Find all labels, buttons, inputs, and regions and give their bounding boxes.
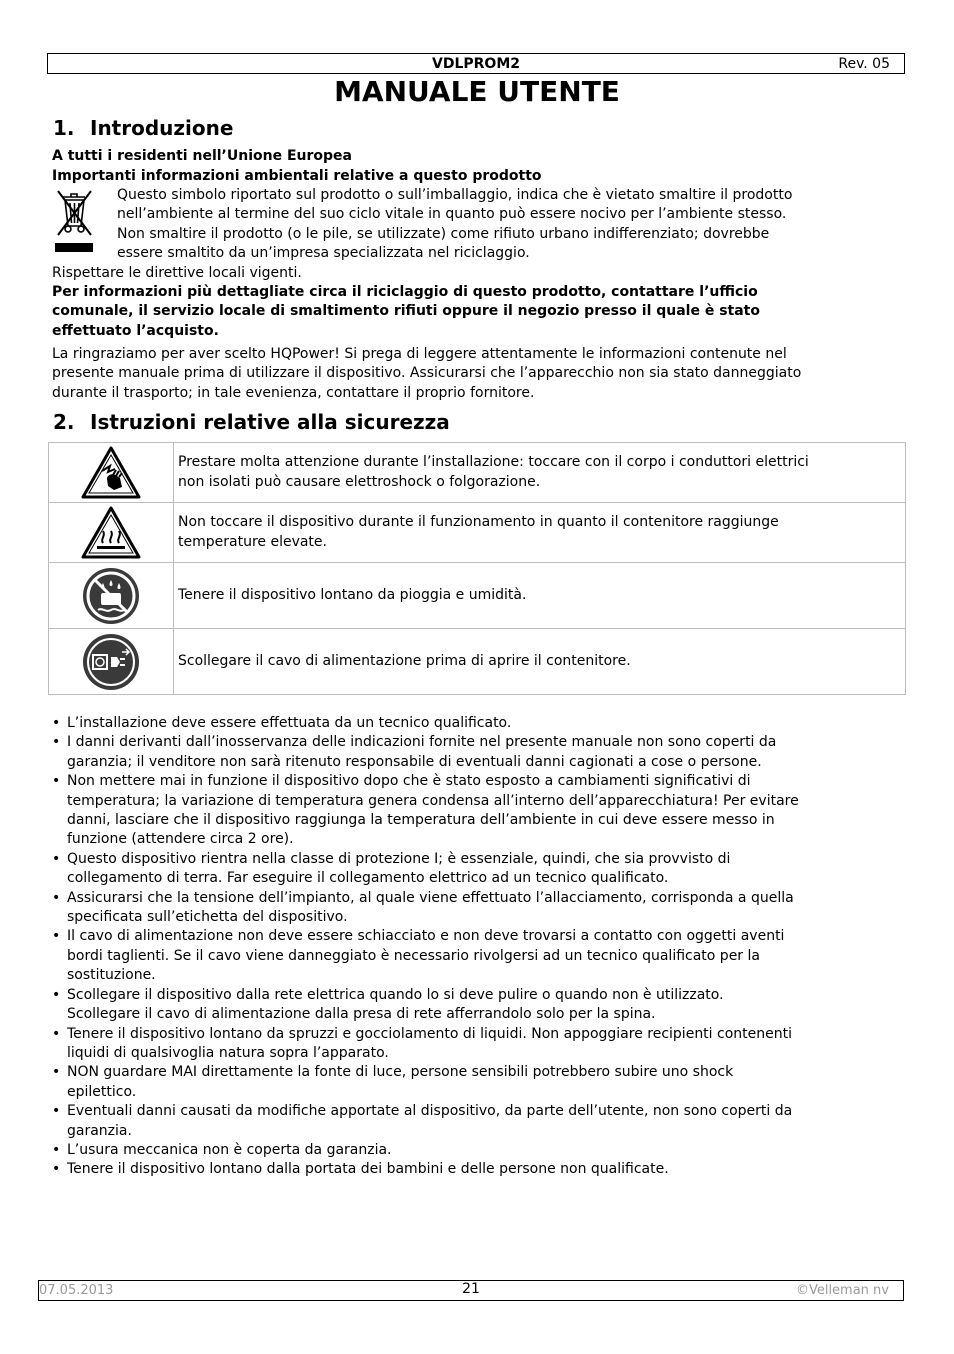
list-item-line: • Assicurarsi che la tensione dell’impianto, al quale viene effettuato l’allacciamento, corrisponda a quella xyxy=(67,889,794,906)
page-header xyxy=(47,53,905,74)
instruction-line: temperature elevate. xyxy=(178,533,327,550)
document-title: MANUALE UTENTE xyxy=(334,75,620,108)
section-2-title: Istruzioni relative alla sicurezza xyxy=(90,410,450,434)
thanks-line: durante il trasporto; in tale evenienza, contattare il proprio fornitore. xyxy=(52,384,535,401)
list-item-line: • NON guardare MAI direttamente la fonte di luce, persone sensibili potrebbero subire uno shock xyxy=(67,1064,734,1081)
list-item-line: • L’usura meccanica non è coperta da garanzia. xyxy=(67,1141,392,1158)
list-item-line: collegamento di terra. Far eseguire il collegamento elettrico ad un tecnico qualificato. xyxy=(67,870,669,887)
section-1-title: Introduzione xyxy=(90,116,234,140)
list-item-line: garanzia; il venditore non sarà ritenuto responsabile di eventuali danni cagionati a cose o persone. xyxy=(67,753,762,770)
recycling-info-line: effettuato l’acquisto. xyxy=(52,322,219,339)
crossed-out-bin-icon xyxy=(53,188,95,254)
instruction-line: Scollegare il cavo di alimentazione prima di aprire il contenitore. xyxy=(178,652,631,669)
list-item xyxy=(52,714,912,733)
list-item-line: danni, lasciare che il dispositivo raggiunga la temperatura dell’ambiente in cui deve essere messo in xyxy=(67,812,775,829)
instruction-line: Tenere il dispositivo lontano da pioggia e umidità. xyxy=(178,586,527,603)
section-2-heading xyxy=(53,409,450,435)
page-number: 21 xyxy=(462,1281,480,1297)
recycling-info xyxy=(52,283,760,341)
local-rules-text: Rispettare le direttive locali vigenti. xyxy=(52,265,302,281)
weee-line: essere smaltito da un’impresa specializzata nel riciclaggio. xyxy=(117,245,530,262)
safety-table xyxy=(48,442,906,695)
list-item xyxy=(52,1141,912,1160)
recycling-info-line: comunale, il servizio locale di smaltimento rifiuti oppure il negozio presso il quale è stato xyxy=(52,303,760,320)
instruction-line: Non toccare il dispositivo durante il funzionamento in quanto il contenitore raggiunge xyxy=(178,514,779,531)
thanks-paragraph xyxy=(52,345,801,403)
safety-bullet-list xyxy=(52,714,912,1180)
revision: Rev. 05 xyxy=(838,56,890,72)
eu-residents-heading: A tutti i residenti nell’Unione Europea xyxy=(52,148,352,164)
list-item-line: • Questo dispositivo rientra nella classe di protezione I; è essenziale, quindi, che sia provvisto di xyxy=(67,850,731,867)
list-item-line: • Tenere il dispositivo lontano da spruzzi e gocciolamento di liquidi. Non appoggiare recipienti contenenti xyxy=(67,1025,792,1042)
list-item-line: Scollegare il cavo di alimentazione dalla presa di rete afferrandolo solo per la spina. xyxy=(67,1006,656,1023)
list-item xyxy=(52,733,912,772)
recycling-info-line: Per informazioni più dettagliate circa il riciclaggio di questo prodotto, contattare l’ufficio xyxy=(52,284,758,300)
weee-line: Questo simbolo riportato sul prodotto o sull’imballaggio, indica che è vietato smaltire il prodotto xyxy=(117,187,793,203)
list-item xyxy=(52,889,912,928)
page-footer xyxy=(38,1280,904,1301)
icon-cell xyxy=(49,503,174,563)
model-number: VDLPROM2 xyxy=(432,56,520,72)
keep-dry-icon xyxy=(81,566,141,626)
footer-date: 07.05.2013 xyxy=(39,1283,114,1298)
instruction-cell xyxy=(174,503,906,563)
list-item-line: • Il cavo di alimentazione non deve essere schiacciato e non deve trovarsi a contatto con oggetti aventi xyxy=(67,928,785,945)
instruction-cell xyxy=(174,563,906,629)
list-item-line: funzione (attendere circa 2 ore). xyxy=(67,831,294,848)
list-item xyxy=(52,772,912,850)
hot-surface-warning-icon xyxy=(80,505,142,561)
thanks-line: La ringraziamo per aver scelto HQPower! Si prega di leggere attentamente le informazioni contenute nel xyxy=(52,346,787,362)
list-item-line: • Eventuali danni causati da modifiche apportate al dispositivo, da parte dell’utente, non sono coperti da xyxy=(67,1103,793,1120)
icon-cell xyxy=(49,629,174,695)
weee-explanation xyxy=(117,186,907,264)
list-item-line: bordi taglienti. Se il cavo viene danneggiato è necessario rivolgersi ad un tecnico qualificato per la xyxy=(67,947,760,964)
table-row xyxy=(49,443,906,503)
list-item-line: garanzia. xyxy=(67,1122,132,1139)
list-item xyxy=(52,1160,912,1179)
list-item-line: • Scollegare il dispositivo dalla rete elettrica quando lo si deve pulire o quando non è utilizzato. xyxy=(67,986,724,1003)
list-item xyxy=(52,986,912,1025)
list-item-line: specificata sull’etichetta del dispositivo. xyxy=(67,909,348,926)
section-1-number: 1. xyxy=(53,116,75,140)
icon-cell xyxy=(49,563,174,629)
weee-line: nell’ambiente al termine del suo ciclo vitale in quanto può essere nocivo per l’ambiente stesso. xyxy=(117,206,787,223)
list-item xyxy=(52,1025,912,1064)
list-item-line: temperatura; la variazione di temperatura genera condensa all’interno dell’apparecchiatura! Per evitare xyxy=(67,792,799,809)
list-item-line: epilettico. xyxy=(67,1083,137,1100)
list-item xyxy=(52,850,912,889)
icon-cell xyxy=(49,443,174,503)
thanks-line: presente manuale prima di utilizzare il dispositivo. Assicurarsi che l’apparecchio non sia stato danneggiato xyxy=(52,365,802,382)
list-item-line: sostituzione. xyxy=(67,967,156,984)
table-row xyxy=(49,503,906,563)
list-item xyxy=(52,1063,912,1102)
list-item xyxy=(52,927,912,985)
section-1-heading xyxy=(53,115,233,141)
environment-info-heading: Importanti informazioni ambientali relative a questo prodotto xyxy=(52,168,542,184)
weee-line: Non smaltire il prodotto (o le pile, se utilizzate) come rifiuto urbano indifferenziato; dovrebbe xyxy=(117,225,770,242)
instruction-line: non isolati può causare elettroshock o folgorazione. xyxy=(178,473,541,490)
list-item-line: • L’installazione deve essere effettuata da un tecnico qualificato. xyxy=(67,715,512,731)
list-item-line: liquidi di qualsivoglia natura sopra l’apparato. xyxy=(67,1044,389,1061)
table-row xyxy=(49,563,906,629)
unplug-before-opening-icon xyxy=(81,632,141,692)
section-2-number: 2. xyxy=(53,410,75,434)
list-item-line: • Non mettere mai in funzione il dispositivo dopo che è stato esposto a cambiamenti significativi di xyxy=(67,773,751,790)
footer-copyright: ©Velleman nv xyxy=(795,1283,889,1298)
table-row xyxy=(49,629,906,695)
instruction-cell xyxy=(174,443,906,503)
list-item-line: • Tenere il dispositivo lontano dalla portata dei bambini e delle persone non qualificate. xyxy=(67,1161,669,1178)
list-item xyxy=(52,1102,912,1141)
instruction-line: Prestare molta attenzione durante l’installazione: toccare con il corpo i conduttori elettrici xyxy=(178,454,809,471)
list-item-line: • I danni derivanti dall’inosservanza delle indicazioni fornite nel presente manuale non sono coperti da xyxy=(67,734,777,751)
instruction-cell xyxy=(174,629,906,695)
electric-shock-warning-icon xyxy=(80,445,142,501)
